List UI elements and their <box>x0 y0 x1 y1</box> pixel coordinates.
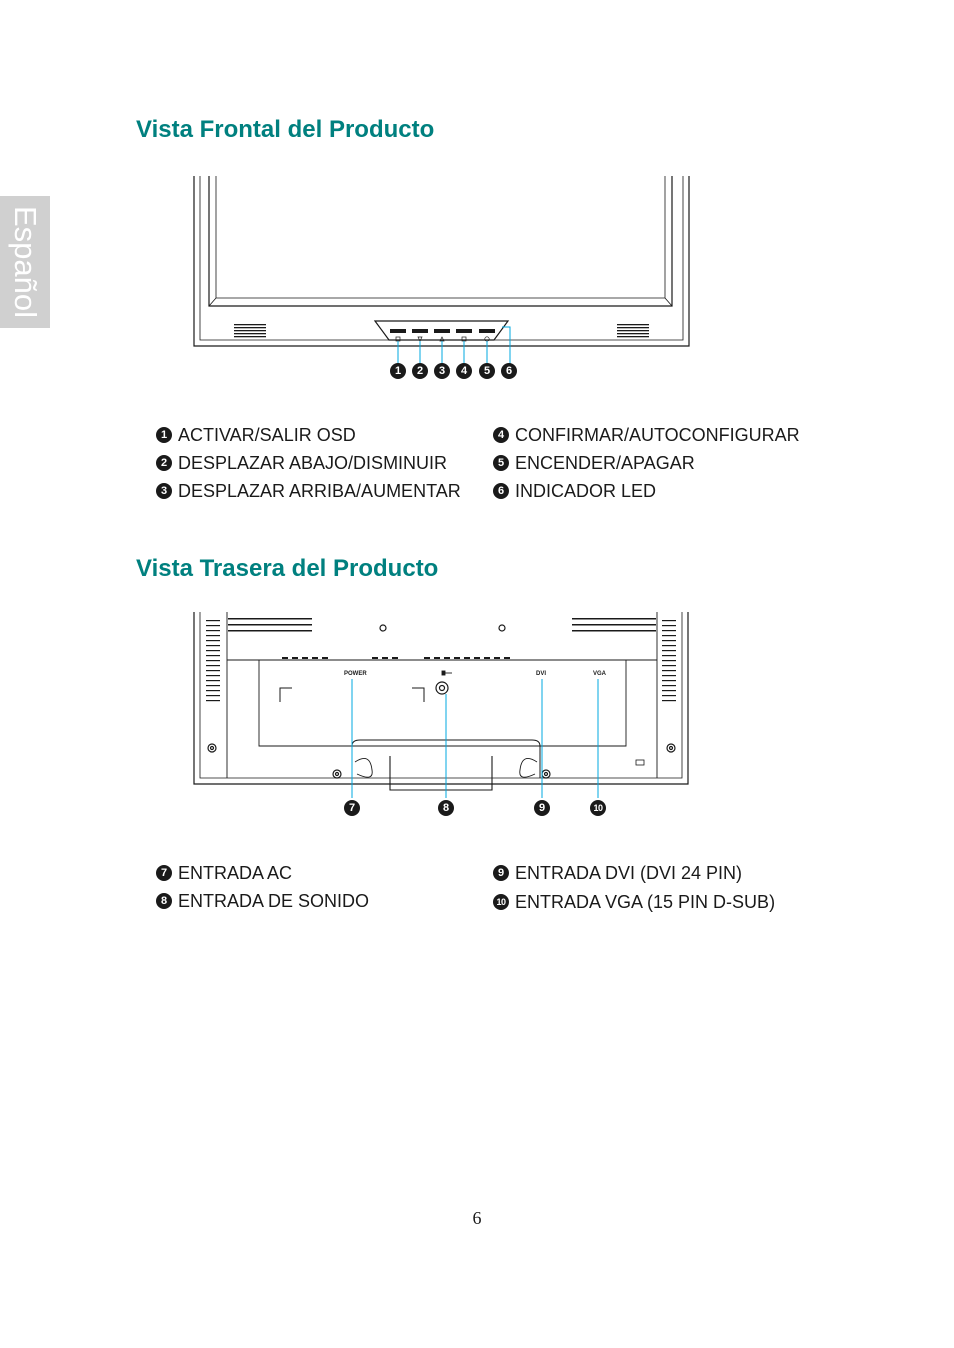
speaker-grille-right <box>617 324 649 337</box>
item-number: 7 <box>156 865 172 881</box>
item-label: DESPLAZAR ABAJO/DISMINUIR <box>178 453 448 473</box>
power-port-label: POWER <box>344 671 367 677</box>
item-number: 10 <box>493 894 509 910</box>
front-view-title: Vista Frontal del Producto <box>136 116 435 143</box>
language-side-tab <box>0 196 50 328</box>
callout-6: 6 <box>501 363 517 379</box>
item-number: 9 <box>493 865 509 881</box>
screw <box>667 744 675 752</box>
callout-1: 1 <box>390 363 406 379</box>
item-number: 6 <box>493 483 509 499</box>
item-number: 5 <box>493 455 509 471</box>
item-number: 1 <box>156 427 172 443</box>
front-item-4 <box>493 424 800 446</box>
callout-9: 9 <box>534 800 550 816</box>
item-label: ENCENDER/APAGAR <box>515 453 695 473</box>
up-button <box>434 329 450 333</box>
item-number: 2 <box>156 455 172 471</box>
screw <box>542 770 550 778</box>
item-number: 8 <box>156 893 172 909</box>
item-label: ENTRADA DVI (DVI 24 PIN) <box>515 863 743 883</box>
item-label: ACTIVAR/SALIR OSD <box>178 425 356 445</box>
screw <box>499 625 505 631</box>
item-label: ENTRADA AC <box>178 863 293 883</box>
audio-jack <box>436 682 448 694</box>
callout-2: 2 <box>412 363 428 379</box>
rear-item-8 <box>156 890 369 912</box>
down-button <box>412 329 428 333</box>
callout-7: 7 <box>344 800 360 816</box>
rear-view-title: Vista Trasera del Producto <box>136 555 439 582</box>
item-label: ENTRADA DE SONIDO <box>178 891 370 911</box>
osd-button <box>390 329 406 333</box>
page-number: 6 <box>472 1208 482 1228</box>
screw <box>208 744 216 752</box>
monitor-front-diagram <box>192 176 692 351</box>
front-item-3 <box>156 480 461 502</box>
callout-4: 4 <box>456 363 472 379</box>
item-number: 3 <box>156 483 172 499</box>
screw <box>380 625 386 631</box>
item-label: ENTRADA VGA (15 PIN D-SUB) <box>515 892 776 912</box>
monitor-rear-diagram <box>192 612 692 822</box>
rear-item-7 <box>156 862 292 884</box>
callout-10: 10 <box>590 800 606 816</box>
front-item-5 <box>493 452 695 474</box>
callout-8: 8 <box>438 800 454 816</box>
rear-item-9 <box>493 862 742 884</box>
front-screen <box>209 176 672 306</box>
callout-5: 5 <box>479 363 495 379</box>
item-label: DESPLAZAR ARRIBA/AUMENTAR <box>178 481 461 501</box>
screw <box>333 770 341 778</box>
side-tab-label: Español <box>8 205 43 319</box>
power-button <box>479 329 495 333</box>
dvi-port-label: DVI <box>536 671 547 677</box>
rear-frame <box>194 612 688 784</box>
vga-port-label: VGA <box>593 671 607 677</box>
front-item-1 <box>156 424 356 446</box>
callout-3: 3 <box>434 363 450 379</box>
rear-item-10 <box>493 891 775 913</box>
front-item-6 <box>493 480 656 502</box>
item-number: 4 <box>493 427 509 443</box>
auto-button <box>456 329 472 333</box>
speaker-grille-left <box>234 324 266 337</box>
lock-slot <box>636 760 644 765</box>
audio-in-icon <box>442 671 452 675</box>
front-item-2 <box>156 452 447 474</box>
item-label: CONFIRMAR/AUTOCONFIGURAR <box>515 425 800 445</box>
stand-base <box>390 756 492 790</box>
item-label: INDICADOR LED <box>515 481 657 501</box>
